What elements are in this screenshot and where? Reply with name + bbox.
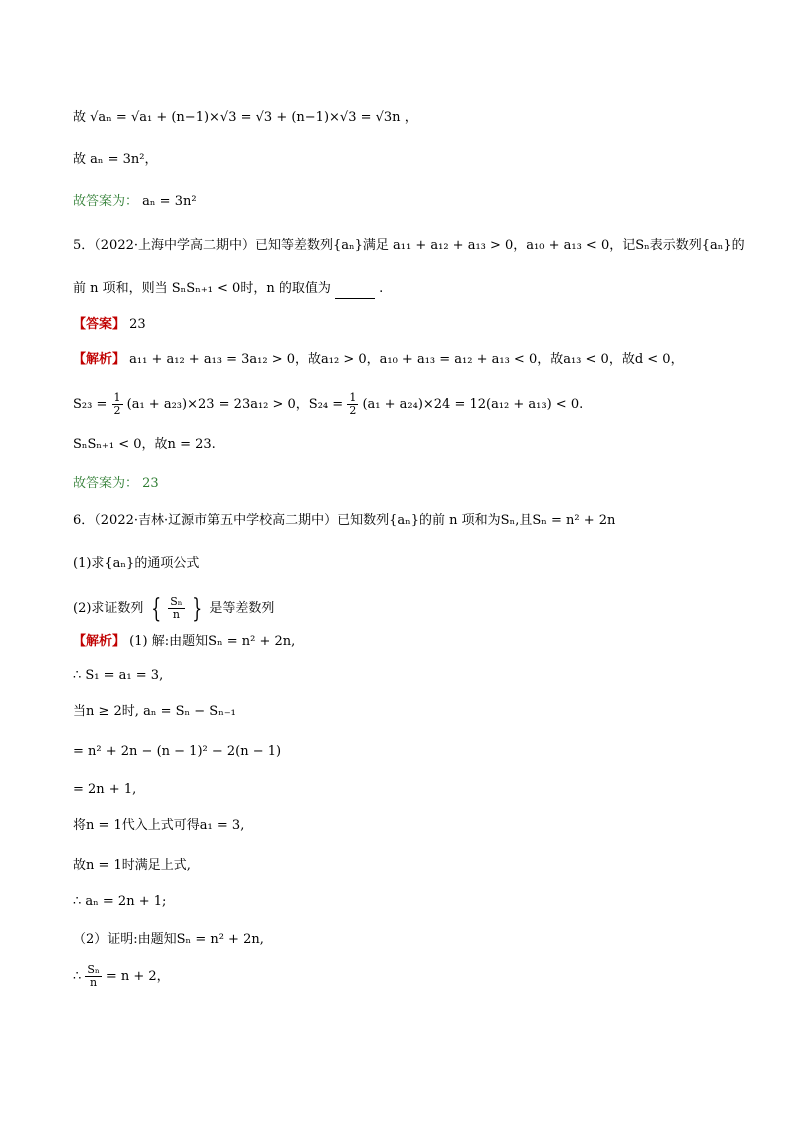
fraction-sn-over-n: [85, 964, 101, 989]
question-6-part2-text: (2)求证数列: [73, 601, 144, 616]
analysis2-line9: [73, 930, 264, 950]
fraction-denominator: n: [90, 976, 98, 989]
therefore-symbol: ∴: [73, 969, 82, 984]
analysis-conclusion: SₙSₙ₊₁ < 0，故n = 23.: [73, 437, 216, 452]
answer-line: [73, 192, 197, 212]
answer-line: [73, 315, 146, 335]
analysis2-line7: [73, 856, 191, 876]
answer-label: 故答案为：: [73, 194, 139, 209]
question-6-text: 6．（2022·吉林·辽源市第五中学校高二期中）已知数列{aₙ}的前 n 项和为Sₙ,且Sₙ = n² + 2n: [73, 513, 616, 528]
analysis2-text: (1) 解:由题知Sₙ = n² + 2n,: [129, 634, 296, 649]
question-5-line1: [73, 236, 745, 256]
answer-value: aₙ = 3n²: [142, 194, 197, 209]
analysis2-line4: [73, 742, 281, 762]
analysis2-text: （2）证明:由题知Sₙ = n² + 2n,: [73, 932, 264, 947]
answer-tag: 【答案】: [73, 317, 126, 332]
analysis2-line1: [73, 632, 295, 652]
question-5-text-2: 前 n 项和，则当 SₙSₙ₊₁ < 0时，n 的取值为: [73, 281, 331, 296]
question-5-text: 5．（2022·上海中学高二期中）已知等差数列{aₙ}满足 a₁₁ + a₁₂ + a₁₃ > 0，a₁₀ + a₁₃ < 0，记Sₙ表示数列{aₙ}的: [73, 238, 745, 253]
fraction-sn-over-n: [168, 596, 184, 621]
s23-expression: (a₁ + a₂₃)×23 = 23a₁₂ > 0，S₂₄ =: [126, 397, 344, 412]
fraction-numerator: 1: [349, 391, 357, 404]
analysis2-text: = n² + 2n − (n − 1)² − 2(n − 1): [73, 744, 282, 759]
question-6-part1: [73, 554, 199, 574]
text-line: [73, 150, 158, 170]
right-brace: }: [191, 593, 202, 624]
analysis2-line5: [73, 780, 136, 800]
fraction-denominator: 2: [349, 404, 357, 417]
answer-value: 23: [129, 317, 146, 332]
analysis-line3: [73, 435, 216, 455]
fraction-half: [112, 392, 123, 417]
question-6-part1-text: (1)求{aₙ}的通项公式: [73, 556, 200, 571]
answer-blank: [335, 284, 375, 299]
fraction-numerator: Sₙ: [87, 963, 100, 976]
answer-label: 故答案为：: [73, 476, 139, 491]
fraction-numerator: Sₙ: [170, 595, 183, 608]
analysis2-text: ∴ aₙ = 2n + 1;: [73, 894, 167, 909]
left-brace: {: [150, 593, 161, 624]
analysis2-text: = n + 2，: [105, 969, 170, 984]
answer-line: [73, 474, 159, 494]
question-5-period: .: [379, 281, 384, 296]
question-6-line: [73, 511, 615, 531]
analysis2-line3: [73, 702, 236, 722]
fraction-numerator: 1: [113, 391, 121, 404]
question-6-part2: [73, 592, 274, 626]
fraction-denominator: n: [172, 608, 180, 621]
analysis-tag: 【解析】: [73, 352, 126, 367]
analysis2-text: 将n = 1代入上式可得a₁ = 3,: [73, 818, 245, 833]
fraction-denominator: 2: [113, 404, 121, 417]
analysis2-line8: [73, 892, 166, 912]
question-6-part2-tail: 是等差数列: [209, 601, 275, 616]
analysis2-text: ∴ S₁ = a₁ = 3,: [73, 668, 164, 683]
formula-sqrt-an: 故 √aₙ = √a₁ + (n−1)×√3 = √3 + (n−1)×√3 = √3n ，: [73, 110, 418, 125]
answer-value: 23: [142, 476, 159, 491]
analysis2-line10: [73, 962, 170, 992]
analysis2-text: 故n = 1时满足上式,: [73, 858, 191, 873]
analysis2-text: 当n ≥ 2时, aₙ = Sₙ − Sₙ₋₁: [73, 704, 236, 719]
analysis2-text: = 2n + 1,: [73, 782, 137, 797]
s23-label: S₂₃ =: [73, 397, 108, 412]
analysis-text: a₁₁ + a₁₂ + a₁₃ = 3a₁₂ > 0，故a₁₂ > 0，a₁₀ + a₁₃ = a₁₂ + a₁₃ < 0，故a₁₃ < 0，故d < 0，: [129, 352, 684, 367]
analysis-line1: [73, 350, 684, 370]
fraction-half: [347, 392, 358, 417]
analysis2-line2: [73, 666, 163, 686]
analysis-line2: [73, 390, 583, 420]
formula-an: 故 aₙ = 3n²，: [73, 152, 158, 167]
question-5-line2: [73, 279, 383, 299]
text-line: [73, 108, 418, 128]
analysis2-line6: [73, 816, 244, 836]
s24-expression: (a₁ + a₂₄)×24 = 12(a₁₂ + a₁₃) < 0.: [362, 397, 584, 412]
analysis-tag: 【解析】: [73, 634, 126, 649]
